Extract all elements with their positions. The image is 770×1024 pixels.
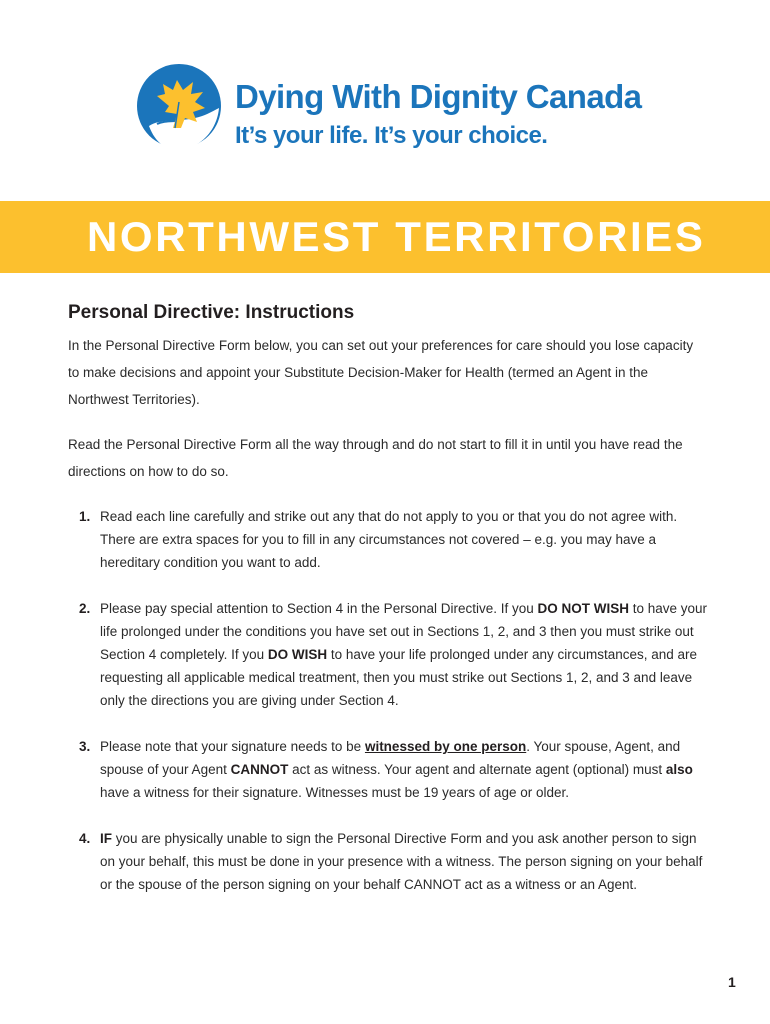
step-text: Please pay special attention to Section 4 in the Personal Directive. If you — [100, 601, 538, 616]
step-number: 4. — [79, 831, 91, 846]
step-text: Please note that your signature needs to be — [100, 739, 365, 754]
read-first-paragraph: Read the Personal Directive Form all the way through and do not start to fill it in until you have read the directions on how to do so. — [68, 437, 683, 479]
logo-title: Dying With Dignity Canada — [235, 78, 642, 115]
step-text: to have your life prolonged under any circumstances, and are requesting all applicable medical treatment, then you must strike out Sections 1, 2, and 3 and leave only the directions you are giving under Section 4. — [100, 647, 698, 708]
page-number: 1 — [728, 974, 736, 990]
list-item — [68, 735, 708, 804]
step-text: act as witness. Your agent and alternate agent (optional) must — [288, 762, 666, 777]
organization-logo — [135, 62, 655, 158]
emphasis-text: DO WISH — [267, 647, 328, 662]
emphasis-text: CANNOT — [230, 762, 289, 777]
step-text: have a witness for their signature. Witnesses must be 19 years of age or older. — [100, 785, 569, 800]
maple-leaf-hand-icon — [135, 62, 227, 154]
emphasis-text: IF — [100, 831, 112, 846]
title-banner — [0, 201, 770, 273]
list-item — [68, 505, 708, 574]
step-text: you are physically unable to sign the Personal Directive Form and you ask another person to sign on your behalf, this must be done in your presence with a witness. The person signing on your behalf or the spouse of the person signing on your behalf CANNOT act as a witness or an Agent. — [100, 831, 703, 892]
section-heading: Personal Directive: Instructions — [68, 302, 355, 323]
list-item — [68, 597, 708, 712]
step-number: 1. — [79, 509, 91, 524]
instruction-steps — [68, 505, 708, 896]
intro-paragraph: In the Personal Directive Form below, you can set out your preferences for care should you lose capacity to make decisions and appoint your Substitute Decision-Maker for Health (termed an Agent in the Northwest Territories). — [68, 338, 694, 407]
banner-title: NORTHWEST TERRITORIES — [87, 213, 706, 260]
instructions-section — [68, 300, 708, 919]
logo-tagline: It’s your life. It’s your choice. — [235, 122, 548, 149]
underlined-emphasis: witnessed by one person — [364, 739, 527, 754]
step-text: to have your life prolonged under the conditions you have set out in Sections 1, 2, and 3 then you must strike out Section 4 completely. If you — [100, 601, 708, 662]
emphasis-text: also — [665, 762, 693, 777]
step-number: 2. — [79, 601, 91, 616]
emphasis-text: DO NOT WISH — [537, 601, 629, 616]
list-item — [68, 827, 708, 896]
step-text: . Your spouse, Agent, and spouse of your Agent — [100, 739, 681, 777]
step-text: Read each line carefully and strike out any that do not apply to you or that you do not agree with. There are extra spaces for you to fill in any circumstances not covered – e.g. you may have a hereditary condition you want to add. — [100, 509, 678, 570]
step-number: 3. — [79, 739, 91, 754]
